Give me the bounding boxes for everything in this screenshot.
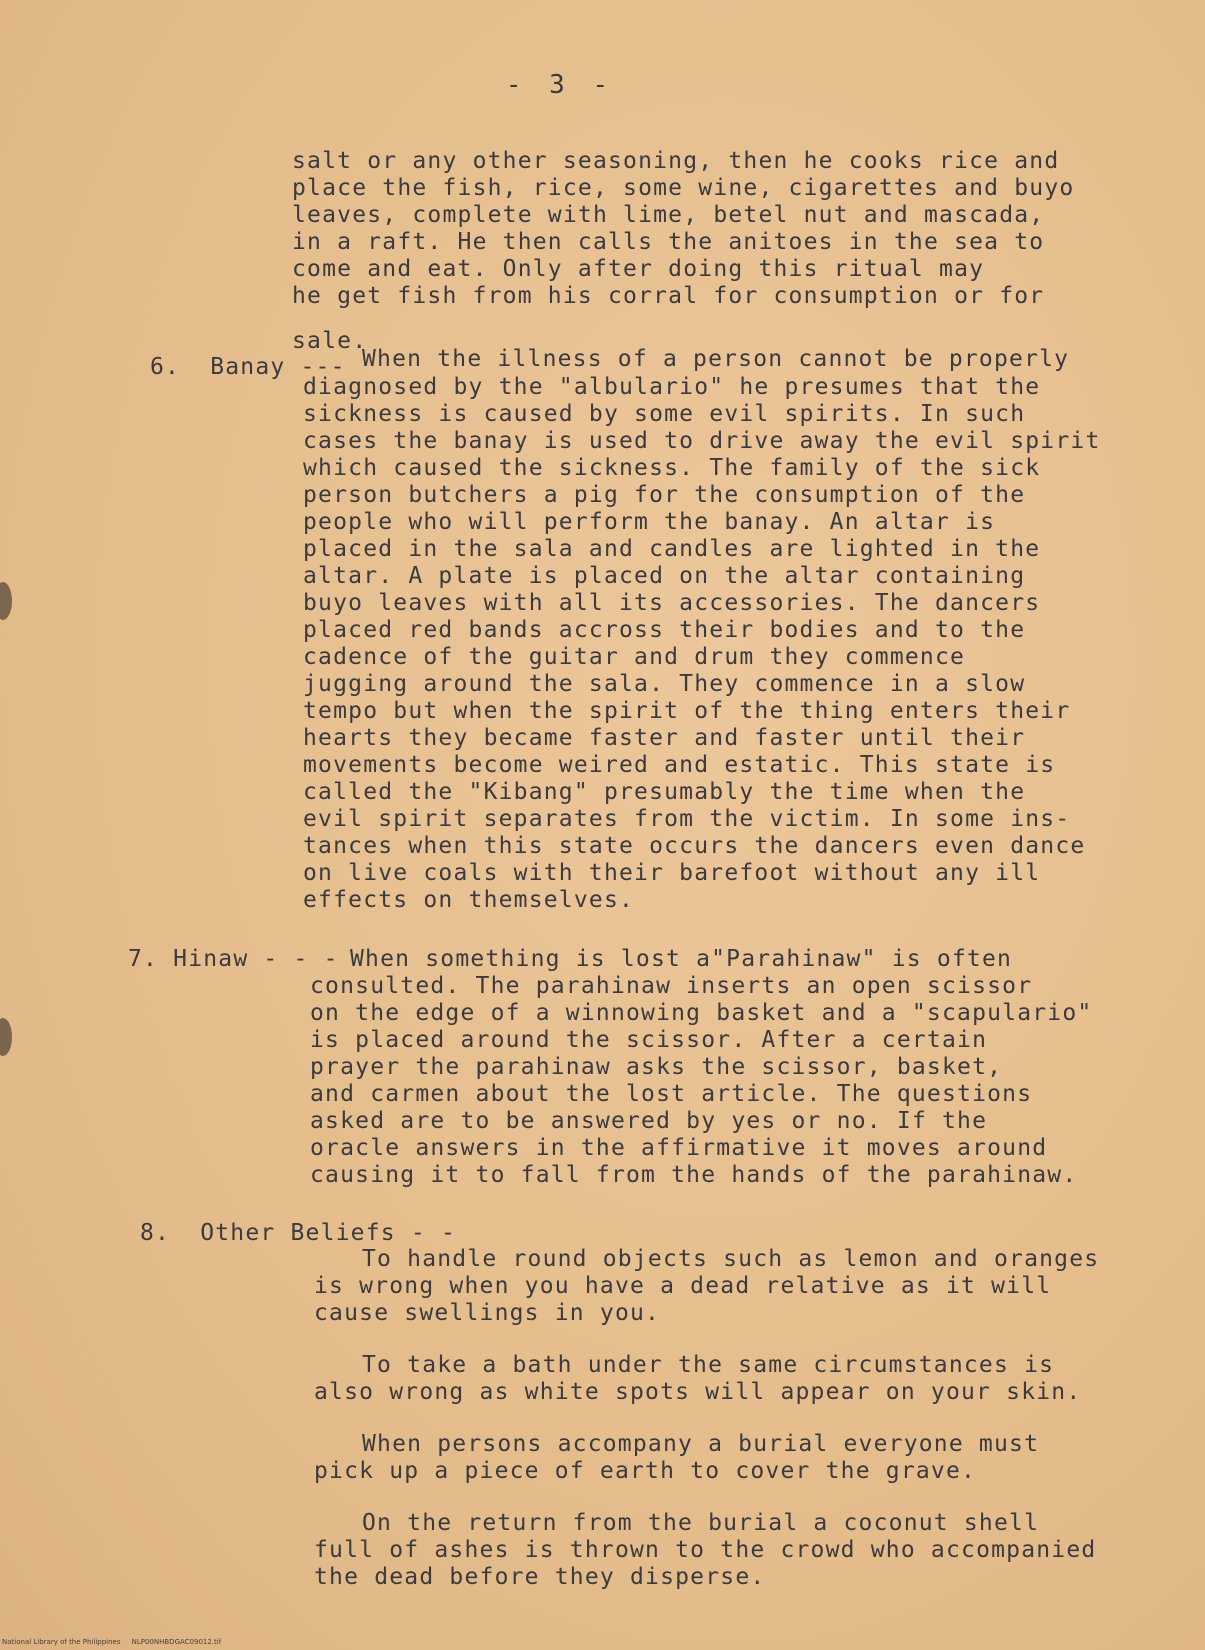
text-line: causing it to fall from the hands of the parahinaw. — [310, 1162, 1078, 1188]
text-line: which caused the sickness. The family of the sick — [303, 455, 1041, 481]
binding-hole — [0, 582, 12, 620]
archive-footer: National Library of the Philippines NLP00NHBDGAC09012.tif — [2, 1638, 222, 1646]
text-line: salt or any other seasoning, then he cooks rice and — [292, 148, 1060, 174]
text-line: and carmen about the lost article. The questions — [310, 1081, 1033, 1107]
text-line: prayer the parahinaw asks the scissor, basket, — [310, 1054, 1003, 1080]
text-line: altar. A plate is placed on the altar containing — [303, 563, 1026, 589]
text-line: sickness is caused by some evil spirits. In such — [303, 401, 1026, 427]
text-line: On the return from the burial a coconut shell — [362, 1510, 1040, 1536]
text-line: person butchers a pig for the consumption of the — [303, 482, 1026, 508]
text-line: come and eat. Only after doing this ritual may — [292, 256, 985, 282]
text-line: people who will perform the banay. An altar is — [303, 509, 996, 535]
text-line: When persons accompany a burial everyone must — [362, 1431, 1040, 1457]
text-line: pick up a piece of earth to cover the grave. — [314, 1458, 977, 1484]
page-number: - 3 - — [505, 70, 615, 100]
text-line: consulted. The parahinaw inserts an open scissor — [310, 973, 1033, 999]
text-line: is placed around the scissor. After a certain — [310, 1027, 988, 1053]
text-line: To handle round objects such as lemon and oranges — [362, 1246, 1100, 1272]
text-line: diagnosed by the "albulario" he presumes that the — [303, 374, 1041, 400]
text-line: When something is lost a"Parahinaw" is often — [350, 946, 1013, 972]
text-line: hearts they became faster and faster until their — [303, 725, 1026, 751]
text-line: on the edge of a winnowing basket and a "scapulario" — [310, 1000, 1093, 1026]
text-line: When the illness of a person cannot be properly — [362, 346, 1070, 372]
section-label: 8. Other Beliefs - - — [140, 1220, 456, 1246]
text-line: placed in the sala and candles are lighted in the — [303, 536, 1041, 562]
text-line: called the "Kibang" presumably the time when the — [303, 779, 1026, 805]
text-line: To take a bath under the same circumstances is — [362, 1352, 1055, 1378]
text-line: cases the banay is used to drive away the evil spirit — [303, 428, 1101, 454]
text-line: placed red bands accross their bodies and to the — [303, 617, 1026, 643]
text-line: evil spirit separates from the victim. In some ins- — [303, 806, 1071, 832]
text-line: full of ashes is thrown to the crowd who accompanied — [314, 1537, 1097, 1563]
text-line: jugging around the sala. They commence in a slow — [303, 671, 1026, 697]
text-line: effects on themselves. — [303, 887, 635, 913]
text-line: cadence of the guitar and drum they commence — [303, 644, 966, 670]
text-line: place the fish, rice, some wine, cigarettes and buyo — [292, 175, 1075, 201]
text-line: asked are to be answered by yes or no. If the — [310, 1108, 988, 1134]
section-label: 6. Banay --- — [150, 354, 346, 380]
text-line: is wrong when you have a dead relative as it will — [314, 1273, 1052, 1299]
text-line: also wrong as white spots will appear on your skin. — [314, 1379, 1082, 1405]
text-line: the dead before they disperse. — [314, 1564, 766, 1590]
binding-hole — [0, 1018, 12, 1056]
text-line: he get fish from his corral for consumption or for — [292, 283, 1045, 309]
section-label: 7. Hinaw - - - — [128, 946, 339, 972]
text-line: oracle answers in the affirmative it moves around — [310, 1135, 1048, 1161]
text-line: tances when this state occurs the dancers even dance — [303, 833, 1086, 859]
text-line: leaves, complete with lime, betel nut and mascada, — [292, 202, 1045, 228]
text-line: movements become weired and estatic. This state is — [303, 752, 1056, 778]
text-line: cause swellings in you. — [314, 1300, 661, 1326]
text-line: tempo but when the spirit of the thing enters their — [303, 698, 1071, 724]
text-line: buyo leaves with all its accessories. The dancers — [303, 590, 1041, 616]
text-line: sale. — [292, 328, 368, 354]
text-line: on live coals with their barefoot without any ill — [303, 860, 1041, 886]
text-line: in a raft. He then calls the anitoes in the sea to — [292, 229, 1045, 255]
